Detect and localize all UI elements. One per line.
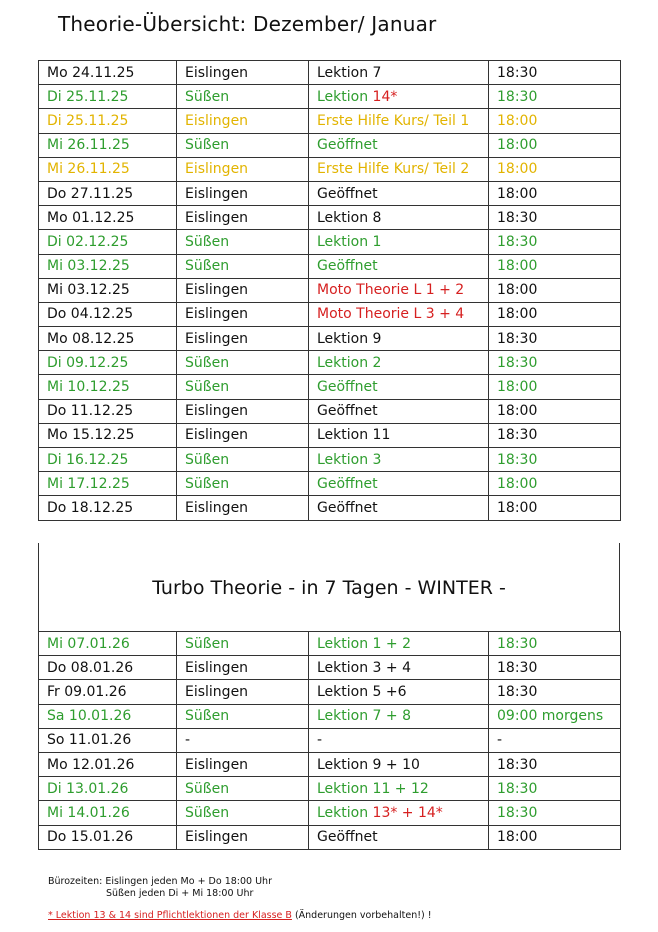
date-cell-text: Mi 10.12.25: [47, 379, 130, 396]
topic-cell: [309, 85, 489, 109]
date-cell: [39, 230, 177, 254]
topic-cell: [309, 181, 489, 205]
time-cell-text: 18:30: [497, 756, 538, 773]
date-cell: [39, 278, 177, 302]
location-cell-text: Süßen: [185, 635, 230, 652]
office-hours: [48, 876, 272, 900]
time-cell: [489, 704, 621, 728]
topic-cell-text: Geöffnet: [317, 185, 378, 202]
date-cell: [39, 728, 177, 752]
date-cell: [39, 327, 177, 351]
location-cell-text: Eislingen: [185, 499, 249, 516]
time-cell: [489, 448, 621, 472]
topic-cell-text: Lektion 7 + 8: [317, 708, 411, 725]
time-cell: [489, 680, 621, 704]
time-cell: [489, 230, 621, 254]
schedule-row: [39, 278, 621, 302]
topic-cell-text: Geöffnet: [317, 379, 378, 396]
schedule-row: [39, 181, 621, 205]
time-cell-text: 18:30: [497, 780, 538, 797]
schedule-row: [39, 704, 621, 728]
date-cell: [39, 632, 177, 656]
location-cell: [177, 704, 309, 728]
location-cell: [177, 496, 309, 520]
schedule-row: [39, 133, 621, 157]
topic-cell: [309, 448, 489, 472]
office-hours-eislingen: Bürozeiten: Eislingen jeden Mo + Do 18:00 Uhr: [48, 876, 272, 887]
date-cell-text: Di 16.12.25: [47, 451, 129, 468]
schedule-row: [39, 728, 621, 752]
location-cell: [177, 375, 309, 399]
location-cell-text: Süßen: [185, 379, 230, 396]
topic-cell-text: Moto Theorie L 3 + 4: [317, 306, 465, 323]
time-cell-text: 09:00 morgens: [497, 708, 604, 725]
topic-cell: [309, 777, 489, 801]
location-cell-text: Süßen: [185, 258, 230, 275]
time-cell-text: 18:00: [497, 499, 538, 516]
turbo-theorie-heading: Turbo Theorie - in 7 Tagen - WINTER -: [38, 543, 620, 632]
location-cell-text: Süßen: [185, 354, 230, 371]
topic-cell-text: Lektion 2: [317, 354, 382, 371]
location-cell-text: Eislingen: [185, 683, 249, 700]
schedule-row: [39, 496, 621, 520]
topic-cell-text: Lektion 3: [317, 451, 382, 468]
footnote-note: (Änderungen vorbehalten!) !: [291, 910, 432, 921]
time-cell-text: 18:30: [497, 635, 538, 652]
location-cell-text: Eislingen: [185, 829, 249, 846]
schedule-row: [39, 752, 621, 776]
date-cell-text: Di 02.12.25: [47, 233, 129, 250]
mandatory-lesson-mark: 14*: [372, 88, 398, 105]
location-cell: [177, 278, 309, 302]
location-cell: [177, 448, 309, 472]
location-cell-text: Eislingen: [185, 330, 249, 347]
time-cell: [489, 801, 621, 825]
date-cell: [39, 656, 177, 680]
topic-cell-text: Lektion: [317, 804, 373, 821]
location-cell: [177, 777, 309, 801]
date-cell-text: Do 11.12.25: [47, 403, 134, 420]
date-cell-text: Fr 09.01.26: [47, 683, 127, 700]
date-cell: [39, 61, 177, 85]
topic-cell-text: Lektion 11: [317, 427, 391, 444]
time-cell-text: 18:30: [497, 804, 538, 821]
schedule-row: [39, 472, 621, 496]
topic-cell: [309, 728, 489, 752]
location-cell: [177, 133, 309, 157]
topic-cell-text: Lektion 7: [317, 64, 382, 81]
time-cell-text: 18:00: [497, 403, 538, 420]
topic-cell: [309, 254, 489, 278]
schedule-row: [39, 254, 621, 278]
topic-cell: [309, 656, 489, 680]
schedule-row: [39, 801, 621, 825]
mandatory-lesson-mark: 13* + 14*: [372, 804, 443, 821]
location-cell-text: -: [185, 732, 191, 749]
topic-cell-text: Lektion 11 + 12: [317, 780, 429, 797]
topic-cell: [309, 496, 489, 520]
topic-cell: [309, 278, 489, 302]
schedule-row: [39, 61, 621, 85]
topic-cell-text: Lektion: [317, 88, 373, 105]
topic-cell-text: Geöffnet: [317, 475, 378, 492]
page-title: Theorie-Übersicht: Dezember/ Januar: [58, 12, 437, 36]
date-cell-text: Mo 12.01.26: [47, 756, 135, 773]
location-cell: [177, 157, 309, 181]
location-cell-text: Eislingen: [185, 185, 249, 202]
time-cell-text: 18:00: [497, 258, 538, 275]
date-cell: [39, 801, 177, 825]
date-cell: [39, 375, 177, 399]
location-cell-text: Süßen: [185, 780, 230, 797]
topic-cell-text: Lektion 1: [317, 233, 382, 250]
time-cell-text: 18:00: [497, 161, 538, 178]
date-cell: [39, 85, 177, 109]
date-cell: [39, 472, 177, 496]
topic-cell-text: Geöffnet: [317, 829, 378, 846]
location-cell: [177, 632, 309, 656]
location-cell-text: Eislingen: [185, 659, 249, 676]
date-cell-text: Mo 15.12.25: [47, 427, 135, 444]
time-cell: [489, 399, 621, 423]
schedule-row: [39, 448, 621, 472]
date-cell-text: Mi 26.11.25: [47, 137, 130, 154]
time-cell-text: 18:00: [497, 306, 538, 323]
date-cell-text: Mi 14.01.26: [47, 804, 130, 821]
topic-cell: [309, 801, 489, 825]
location-cell-text: Eislingen: [185, 209, 249, 226]
date-cell: [39, 777, 177, 801]
location-cell-text: Süßen: [185, 475, 230, 492]
date-cell: [39, 109, 177, 133]
topic-cell: [309, 302, 489, 326]
date-cell: [39, 680, 177, 704]
location-cell-text: Eislingen: [185, 306, 249, 323]
topic-cell: [309, 351, 489, 375]
location-cell: [177, 254, 309, 278]
location-cell: [177, 230, 309, 254]
topic-cell-text: Lektion 1 + 2: [317, 635, 411, 652]
date-cell-text: Do 27.11.25: [47, 185, 134, 202]
date-cell-text: Di 09.12.25: [47, 354, 129, 371]
location-cell-text: Eislingen: [185, 282, 249, 299]
schedule-row: [39, 230, 621, 254]
time-cell-text: 18:00: [497, 137, 538, 154]
time-cell: [489, 351, 621, 375]
date-cell-text: Mi 26.11.25: [47, 161, 130, 178]
location-cell-text: Süßen: [185, 137, 230, 154]
time-cell: [489, 728, 621, 752]
location-cell: [177, 61, 309, 85]
time-cell-text: 18:00: [497, 112, 538, 129]
schedule-table-december: [38, 60, 621, 521]
time-cell-text: 18:30: [497, 451, 538, 468]
time-cell: [489, 157, 621, 181]
footnote: [48, 910, 432, 921]
topic-cell-text: Lektion 9: [317, 330, 382, 347]
time-cell: [489, 375, 621, 399]
date-cell: [39, 181, 177, 205]
schedule-row: [39, 632, 621, 656]
schedule-row: [39, 109, 621, 133]
topic-cell-text: -: [317, 732, 323, 749]
location-cell: [177, 302, 309, 326]
time-cell: [489, 181, 621, 205]
schedule-row: [39, 656, 621, 680]
date-cell-text: Do 04.12.25: [47, 306, 134, 323]
location-cell-text: Eislingen: [185, 112, 249, 129]
topic-cell: [309, 472, 489, 496]
time-cell: [489, 632, 621, 656]
location-cell-text: Eislingen: [185, 64, 249, 81]
topic-cell: [309, 61, 489, 85]
location-cell: [177, 472, 309, 496]
topic-cell: [309, 327, 489, 351]
date-cell-text: Mi 07.01.26: [47, 635, 130, 652]
topic-cell: [309, 133, 489, 157]
location-cell: [177, 752, 309, 776]
time-cell: [489, 656, 621, 680]
time-cell-text: 18:30: [497, 683, 538, 700]
time-cell: [489, 61, 621, 85]
topic-cell-text: Geöffnet: [317, 403, 378, 420]
schedule-row: [39, 375, 621, 399]
date-cell-text: Mi 03.12.25: [47, 258, 130, 275]
topic-cell: [309, 375, 489, 399]
location-cell-text: Eislingen: [185, 161, 249, 178]
location-cell: [177, 181, 309, 205]
date-cell: [39, 448, 177, 472]
schedule-row: [39, 825, 621, 849]
date-cell: [39, 399, 177, 423]
date-cell: [39, 302, 177, 326]
date-cell-text: Sa 10.01.26: [47, 708, 132, 725]
schedule-row: [39, 777, 621, 801]
topic-cell-text: Geöffnet: [317, 137, 378, 154]
location-cell: [177, 728, 309, 752]
schedule-row: [39, 157, 621, 181]
location-cell: [177, 327, 309, 351]
office-hours-suessen: Süßen jeden Di + Mi 18:00 Uhr: [106, 888, 254, 899]
date-cell-text: Do 18.12.25: [47, 499, 134, 516]
time-cell: [489, 85, 621, 109]
topic-cell-text: Lektion 5 +6: [317, 683, 407, 700]
topic-cell-text: Lektion 9 + 10: [317, 756, 420, 773]
time-cell: [489, 752, 621, 776]
topic-cell: [309, 230, 489, 254]
topic-cell: [309, 752, 489, 776]
time-cell-text: 18:30: [497, 88, 538, 105]
date-cell-text: Di 25.11.25: [47, 88, 129, 105]
time-cell: [489, 302, 621, 326]
topic-cell: [309, 680, 489, 704]
location-cell: [177, 825, 309, 849]
schedule-row: [39, 85, 621, 109]
time-cell: [489, 777, 621, 801]
topic-cell: [309, 157, 489, 181]
date-cell-text: Do 15.01.26: [47, 829, 134, 846]
topic-cell-text: Erste Hilfe Kurs/ Teil 2: [317, 161, 470, 178]
topic-cell: [309, 423, 489, 447]
time-cell-text: 18:00: [497, 475, 538, 492]
date-cell-text: Mo 24.11.25: [47, 64, 135, 81]
date-cell: [39, 496, 177, 520]
schedule-row: [39, 680, 621, 704]
topic-cell-text: Erste Hilfe Kurs/ Teil 1: [317, 112, 470, 129]
date-cell: [39, 704, 177, 728]
date-cell: [39, 423, 177, 447]
date-cell: [39, 351, 177, 375]
location-cell-text: Süßen: [185, 708, 230, 725]
schedule-row: [39, 423, 621, 447]
schedule-row: [39, 302, 621, 326]
date-cell-text: Mo 01.12.25: [47, 209, 135, 226]
time-cell-text: 18:30: [497, 330, 538, 347]
location-cell: [177, 656, 309, 680]
date-cell-text: So 11.01.26: [47, 732, 132, 749]
topic-cell-text: Geöffnet: [317, 258, 378, 275]
date-cell: [39, 752, 177, 776]
topic-cell-text: Moto Theorie L 1 + 2: [317, 282, 465, 299]
footnote-mandatory-lessons: * Lektion 13 & 14 sind Pflichtlektionen der Klasse B: [48, 910, 292, 921]
time-cell: [489, 206, 621, 230]
topic-cell: [309, 399, 489, 423]
location-cell: [177, 109, 309, 133]
location-cell: [177, 680, 309, 704]
location-cell-text: Süßen: [185, 804, 230, 821]
date-cell-text: Do 08.01.26: [47, 659, 134, 676]
topic-cell-text: Lektion 3 + 4: [317, 659, 411, 676]
location-cell: [177, 423, 309, 447]
time-cell-text: 18:30: [497, 354, 538, 371]
location-cell-text: Süßen: [185, 451, 230, 468]
time-cell-text: 18:00: [497, 829, 538, 846]
date-cell-text: Mo 08.12.25: [47, 330, 135, 347]
time-cell-text: 18:00: [497, 379, 538, 396]
topic-cell-text: Geöffnet: [317, 499, 378, 516]
location-cell-text: Eislingen: [185, 403, 249, 420]
location-cell-text: Eislingen: [185, 427, 249, 444]
location-cell: [177, 351, 309, 375]
time-cell: [489, 278, 621, 302]
location-cell-text: Süßen: [185, 233, 230, 250]
location-cell: [177, 206, 309, 230]
time-cell-text: 18:00: [497, 185, 538, 202]
time-cell: [489, 472, 621, 496]
location-cell: [177, 85, 309, 109]
time-cell: [489, 254, 621, 278]
schedule-row: [39, 351, 621, 375]
time-cell-text: -: [497, 732, 503, 749]
time-cell: [489, 133, 621, 157]
location-cell: [177, 399, 309, 423]
time-cell: [489, 327, 621, 351]
time-cell: [489, 496, 621, 520]
schedule-row: [39, 206, 621, 230]
date-cell: [39, 825, 177, 849]
topic-cell: [309, 825, 489, 849]
date-cell: [39, 254, 177, 278]
time-cell-text: 18:30: [497, 233, 538, 250]
topic-cell: [309, 632, 489, 656]
time-cell: [489, 109, 621, 133]
time-cell-text: 18:30: [497, 64, 538, 81]
topic-cell: [309, 704, 489, 728]
time-cell: [489, 423, 621, 447]
time-cell-text: 18:30: [497, 659, 538, 676]
topic-cell-text: Lektion 8: [317, 209, 382, 226]
date-cell: [39, 206, 177, 230]
schedule-row: [39, 327, 621, 351]
schedule-row: [39, 399, 621, 423]
time-cell-text: 18:30: [497, 209, 538, 226]
date-cell: [39, 157, 177, 181]
time-cell: [489, 825, 621, 849]
location-cell-text: Süßen: [185, 88, 230, 105]
location-cell: [177, 801, 309, 825]
date-cell: [39, 133, 177, 157]
topic-cell: [309, 206, 489, 230]
date-cell-text: Di 25.11.25: [47, 112, 129, 129]
topic-cell: [309, 109, 489, 133]
date-cell-text: Di 13.01.26: [47, 780, 129, 797]
time-cell-text: 18:30: [497, 427, 538, 444]
time-cell-text: 18:00: [497, 282, 538, 299]
location-cell-text: Eislingen: [185, 756, 249, 773]
schedule-table-january: [38, 631, 621, 850]
date-cell-text: Mi 03.12.25: [47, 282, 130, 299]
date-cell-text: Mi 17.12.25: [47, 475, 130, 492]
